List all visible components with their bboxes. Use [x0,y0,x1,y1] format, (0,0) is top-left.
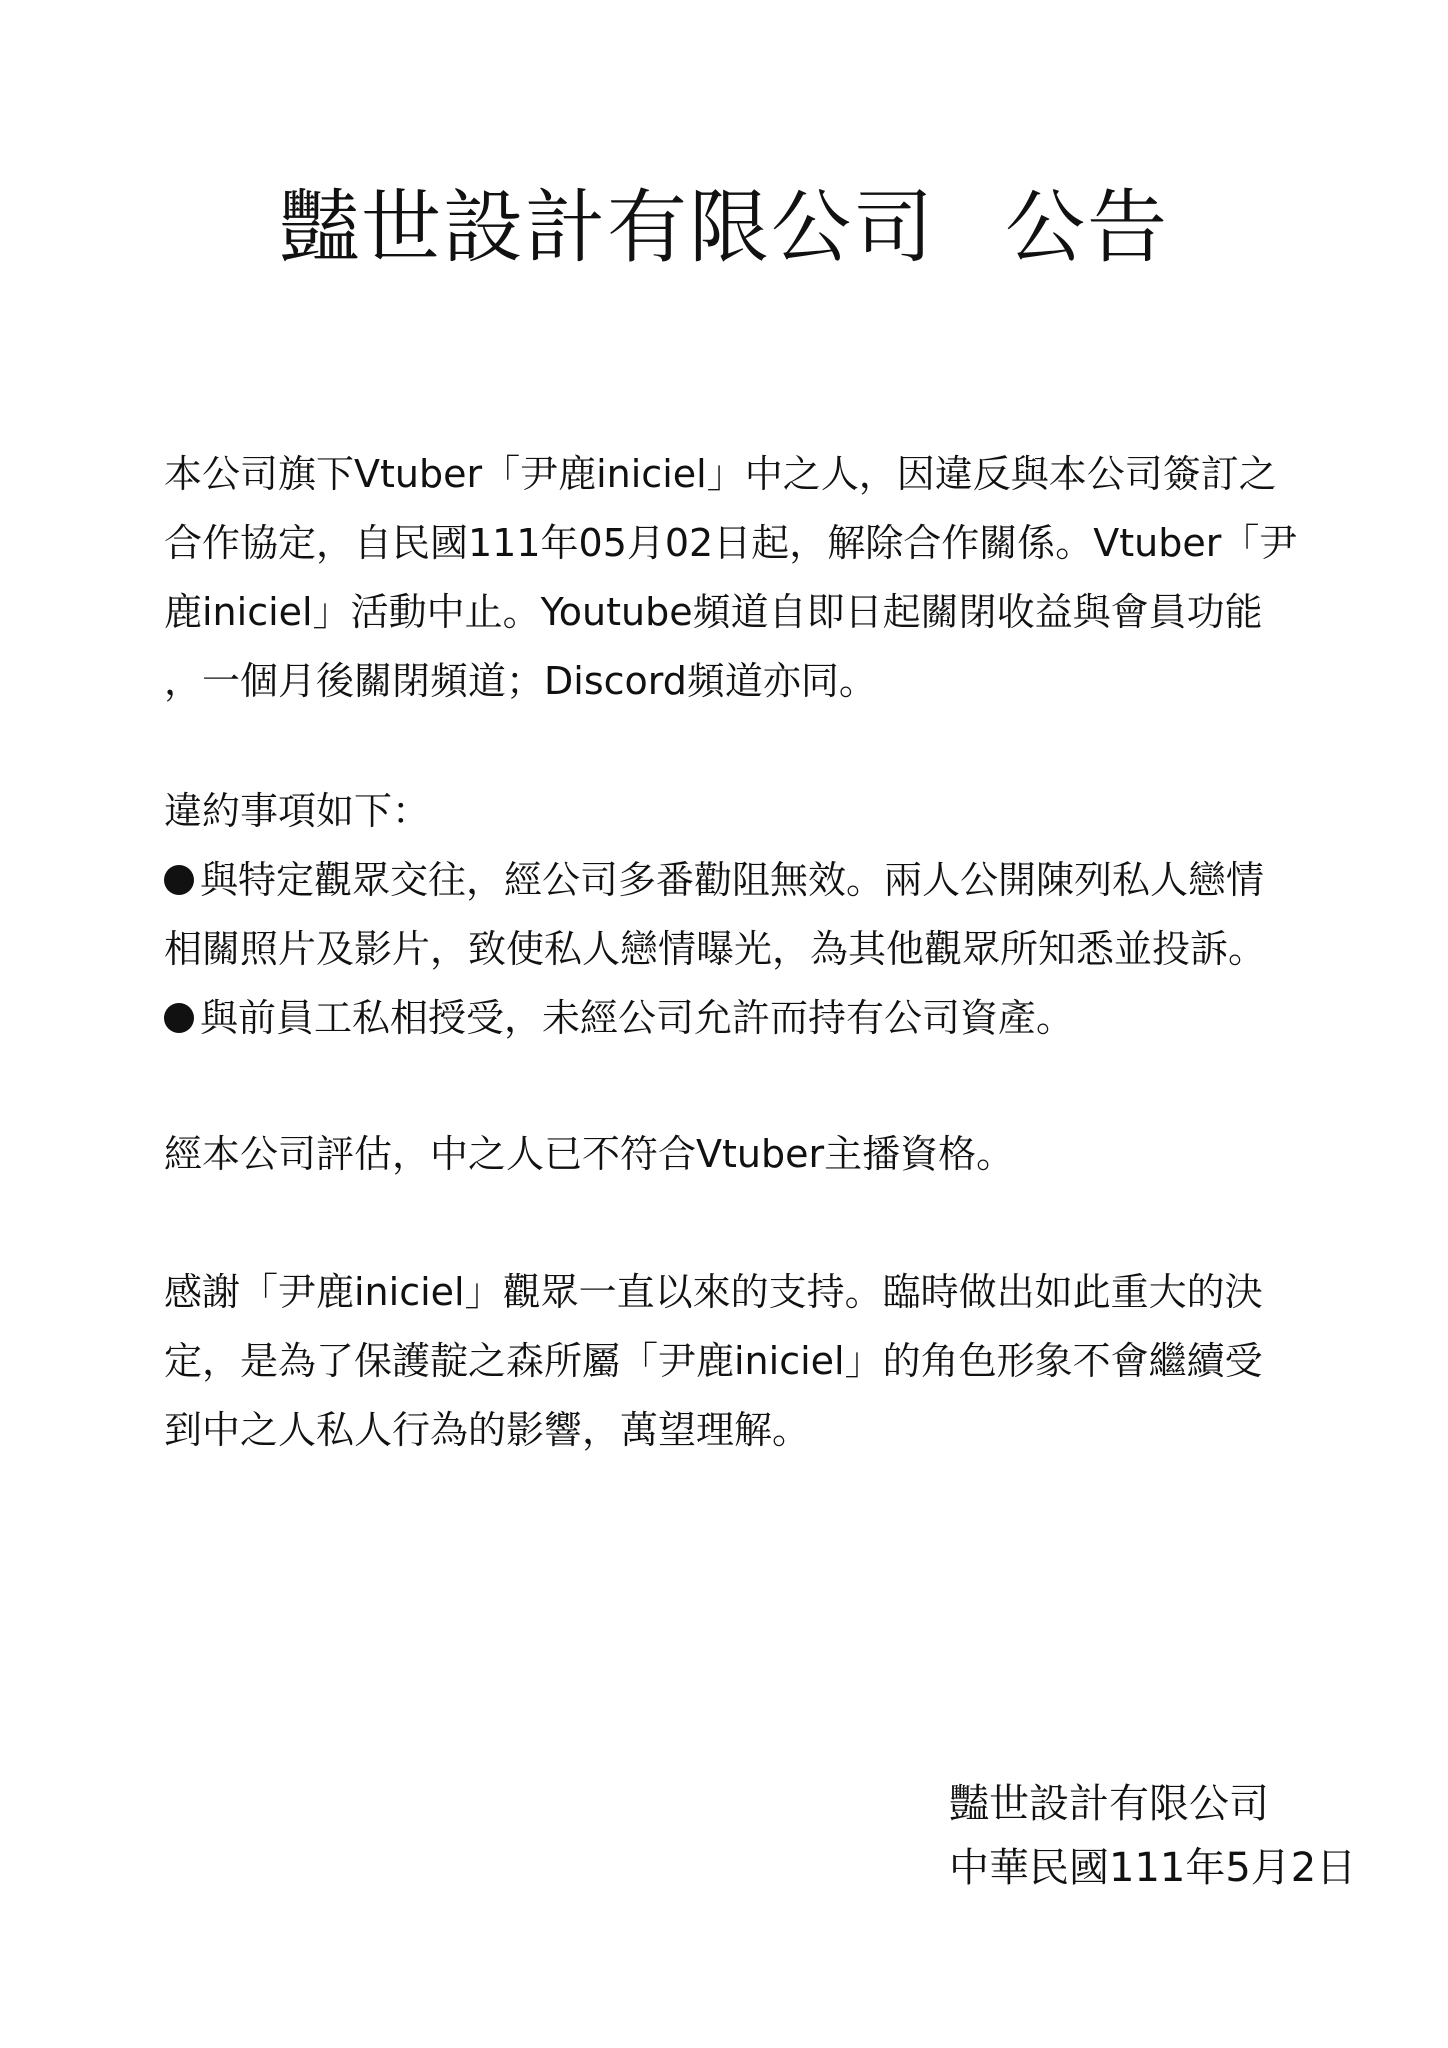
signature-block [949,1772,1356,1900]
paragraph-line: 到中之人私人行為的影響，萬望理解。 [164,1408,811,1452]
paragraph-line: 鹿iniciel」活動中止。Youtube頻道自即日起關閉收益與會員功能 [164,590,1263,634]
paragraph-line: 合作協定，自民國111年05月02日起，解除合作關係。Vtuber「尹 [164,521,1298,565]
violation-line [164,984,1304,1053]
violation-item [164,846,1304,984]
assessment-paragraph [164,1120,1304,1189]
paragraph-line: ，一個月後關閉頻道；Discord頻道亦同。 [164,659,877,703]
violation-line [164,846,1304,915]
violations-section [164,777,1304,1053]
page-title [0,180,1448,276]
paragraph-line: 感謝「尹鹿iniciel」觀眾一直以來的支持。臨時做出如此重大的決 [164,1270,1263,1314]
paragraph-line: 定，是為了保護靛之森所屬「尹鹿iniciel」的角色形象不會繼續受 [164,1339,1263,1383]
violation-item [164,984,1304,1053]
signature-company: 豔世設計有限公司 [949,1781,1269,1827]
bullet-icon [164,865,194,895]
thanks-paragraph [164,1258,1304,1465]
violation-text: 與前員工私相授受，未經公司允許而持有公司資產。 [200,996,1075,1040]
signature-date: 中華民國111年5月2日 [949,1845,1357,1891]
termination-paragraph [164,440,1304,716]
violation-line: 相關照片及影片，致使私人戀情曝光，為其他觀眾所知悉並投訴。 [164,927,1267,971]
paragraph-line: 本公司旗下Vtuber「尹鹿iniciel」中之人，因違反與本公司簽訂之 [164,452,1277,496]
paragraph-line: 經本公司評估，中之人已不符合Vtuber主播資格。 [164,1132,1015,1176]
violations-heading: 違約事項如下： [164,789,431,833]
title-announcement: 公告 [1005,181,1169,274]
title-company: 豔世設計有限公司 [279,181,935,274]
bullet-icon [164,1003,194,1033]
violation-text: 與特定觀眾交往，經公司多番勸阻無效。兩人公開陳列私人戀情 [200,858,1265,902]
